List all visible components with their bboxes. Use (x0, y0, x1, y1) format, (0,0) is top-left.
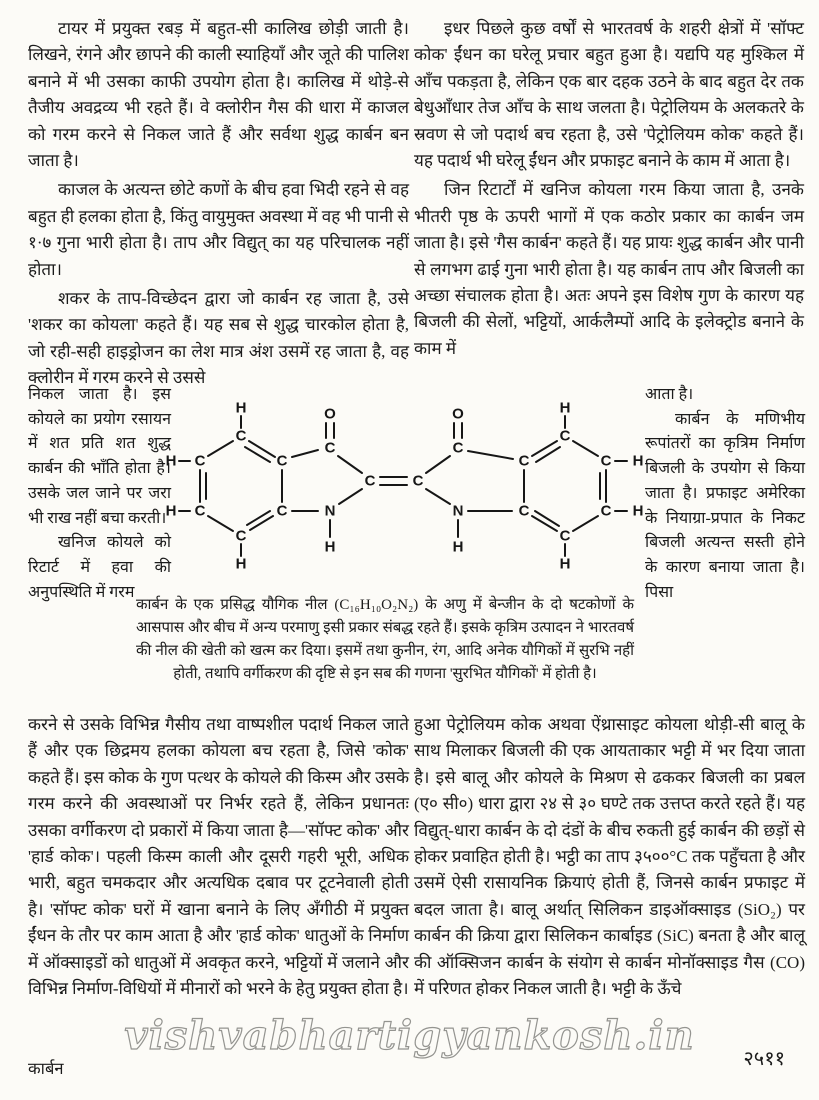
atom-label: O (452, 405, 464, 423)
atom-label: H (165, 452, 177, 470)
atom-label: H (235, 555, 247, 573)
atom-label: C (600, 502, 612, 520)
atom-label: H (324, 538, 336, 556)
atom-label: C (235, 427, 247, 445)
paragraph: करने से उसके विभिन्न गैसीय तथा वाष्पशील पदार्थ निकल जाते हैं और एक छिद्रमय हलका कोयला बच रहता है, जिसे 'कोक' कहते हैं। इस कोक के गुण पत्थर के कोयले की किस्म और उसके गरम करने की अवस्थाओं पर निर्भर रहते हैं, लेकिन प्रधानतः उसका वर्गीकरण दो प्रकारों में किया जाता है—'सॉफ्ट कोक' और 'हार्ड कोक'। पहली किस्म काली और दूसरी गहरी भूरी, अधिक भारी, बहुत चमकदार और अत्यधिक दबाव पर टूटनेवाली होती है। 'सॉफ्ट कोक' घरों में खाना बनाने के लिए अँगीठी में प्रयुक्त ईंधन के तौर पर काम आता है और 'हार्ड कोक' धातुओं के निर्माण में ऑक्साइडों को धातुओं में अवकृत करने, भट्टियों में जलाने और विभिन्न निर्माण-विधियों में मीनारों को भरने के हेतु प्रयुक्त होता है। (28, 715, 409, 999)
atom-label: O (324, 405, 336, 423)
atom-label: C (412, 472, 424, 490)
paragraph: कार्बन के मणिभीय रूपांतरों का कृत्रिम निर्माण बिजली के उपयोग से किया जाता है। प्रफाइट अमेरिका के नियाग्रा-प्रपात के निकट बिजली अत्यन्त सस्ती होने के कारण बनाया जाता है। पिसा (645, 410, 805, 601)
atom-label: C (276, 452, 288, 470)
right-column-bottom (414, 712, 805, 1002)
atom-label: H (632, 452, 644, 470)
paragraph: आता है। (645, 386, 694, 403)
left-column-narrow (28, 383, 171, 605)
atom-label: C (364, 472, 376, 490)
footer-entry-title: कार्बन (28, 1059, 64, 1078)
atom-label: C (194, 452, 206, 470)
atom-label: N (324, 502, 336, 520)
paragraph: टायर में प्रयुक्त रबड़ में बहुत-सी कालिख छोड़ी जाती है। लिखने, रंगने और छापने की काली स्याहियाँ और जूते की पालिश बनाने में भी उसका काफी उपयोग होता है। कालिख में थोड़े-से तैजीय अवद्रव्य भी रहते हैं। वे क्लोरीन गैस की धारा में काजल को गरम करने से निकल जाते हैं और सर्वथा शुद्ध कार्बन बन जाता है। (28, 19, 409, 171)
atom-label: C (194, 502, 206, 520)
atom-label: C (452, 439, 464, 457)
figure-caption: कार्बन के एक प्रसिद्ध यौगिक नील (C₁₆H₁₀O₂N₂) के अणु में बेन्जीन के दो षटकोणों के आसपास और बीच में अन्य परमाणु इसी प्रकार संबद्ध रहते हैं। इसके कृत्रिम उत्पादन ने भारतवर्ष की नील की खेती को खत्म कर दिया। इसमें तथा कुनीन, रंग, आदि अनेक यौगिकों में सुरभि नहीं होती, तथापि वर्गीकरण की दृष्टि से इन सब की गणना 'सुरभित यौगिकों' में होती है। (136, 597, 634, 682)
paragraph: खनिज कोयले को रिटार्ट में हवा की अनुपस्थिति में गरम (28, 534, 171, 601)
atom-label: C (559, 427, 571, 445)
watermark: vishvabhartigyankosh.in (124, 1012, 695, 1059)
left-column-top (28, 16, 409, 392)
page-number: २५११ (743, 1048, 785, 1070)
right-column-top (414, 16, 804, 362)
paragraph: शकर के ताप-विच्छेदन द्वारा जो कार्बन रह जाता है, उसे 'शकर का कोयला' कहते हैं। यह सब से शुद्ध चारकोल होता है, जो रही-सही हाइड्रोजन का लेश मात्र अंश उसमें रह जाता है, वह क्लोरीन में गरम करने से उससे (28, 289, 409, 388)
atom-label: H (559, 555, 571, 573)
paragraph: निकल जाता है। इस कोयले का प्रयोग रसायन में शत प्रति शत शुद्ध कार्बन की भाँति होता है। उसके जल जाने पर जरा भी राख नहीं बचा करती। (28, 386, 171, 527)
paragraph: काजल के अत्यन्त छोटे कणों के बीच हवा भिदी रहने से वह बहुत ही हलका होता है, किंतु वायुमुक्त अवस्था में वह भी पानी से १·७ गुना भारी होता है। ताप और विद्युत् का यह परिचालक नहीं होता। (28, 180, 409, 279)
paragraph: जिन रिटार्टों में खनिज कोयला गरम किया जाता है, उनके भीतरी पृष्ठ के ऊपरी भागों में एक कठोर प्रकार का कार्बन जम जाता है। इसे 'गैस कार्बन' कहते हैं। यह प्रायः शुद्ध कार्बन और पानी से लगभग ढाई गुना भारी होता है। यह कार्बन ताप और बिजली का अच्छा संचालक होता है। अतः अपने इस विशेष गुण के कारण यह बिजली की सेलों, भट्टियों, आर्कलैम्पों आदि के इलेक्ट्रोड बनाने के काम में (414, 180, 804, 358)
atom-label: H (559, 399, 571, 417)
atom-label: H (165, 502, 177, 520)
left-column-bottom (28, 712, 409, 1002)
atom-label: C (276, 502, 288, 520)
atom-label: C (518, 452, 530, 470)
atom-label: C (235, 527, 247, 545)
atom-label: H (452, 538, 464, 556)
paragraph: इधर पिछले कुछ वर्षों से भारतवर्ष के शहरी क्षेत्रों में 'सॉफ्ट कोक' ईंधन का घरेलू प्रचार बहुत हुआ है। यद्यपि यह मुश्किल में आँच पकड़ता है, लेकिन एक बार दहक उठने के बाद बहुत देर तक बेधुआँधार तेज आँच के साथ जलता है। पेट्रोलियम के अलकतरे के स्रवण से जो पदार्थ बच रहता है, उसे 'पेट्रोलियम कोक' कहते हैं। यह पदार्थ भी घरेलू ईंधन और प्रफाइट बनाने के काम में आता है। (414, 19, 804, 171)
atom-label: C (518, 502, 530, 520)
atom-label: H (235, 399, 247, 417)
right-column-narrow (645, 383, 805, 605)
atom-label: H (632, 502, 644, 520)
atom-label: C (324, 439, 336, 457)
atom-label: N (452, 502, 464, 520)
atom-label: C (600, 452, 612, 470)
atom-label: C (559, 527, 571, 545)
paragraph: हुआ पेट्रोलियम कोक अथवा ऐंथ्रासाइट कोयला थोड़ी-सी बालू के साथ मिलाकर बिजली की एक आयताकार भट्टी में भर दिया जाता है। इसे बालू और कोयले के मिश्रण से ढककर बिजली का प्रबल (ए० सी०) धारा द्वारा २४ से ३० घण्टे तक उत्तप्त करते रहते हैं। यह विद्युत्-धारा कार्बन के दो दंडों के बीच रुकती हुई कार्बन की छड़ों से होकर प्रवाहित होती है। भट्ठी का ताप ३५००°C तक पहुँचता है और उसमें ऐसी रासायनिक क्रियाएं होती हैं, जिनसे कार्बन प्रफाइट में बदल जाता है। बालू अर्थात् सिलिकन डाइऑक्साइड (SiO₂) पर कार्बन की क्रिया द्वारा सिलिकन कार्बाइड (SiC) बनता है और बालू की ऑक्सिजन कार्बन के संयोग से कार्बन मोनॉक्साइड गैस (CO) में परिणत होकर निकल जाती है। भट्टी के ऊँचे (414, 715, 805, 999)
indigo-molecule-diagram (158, 386, 648, 591)
